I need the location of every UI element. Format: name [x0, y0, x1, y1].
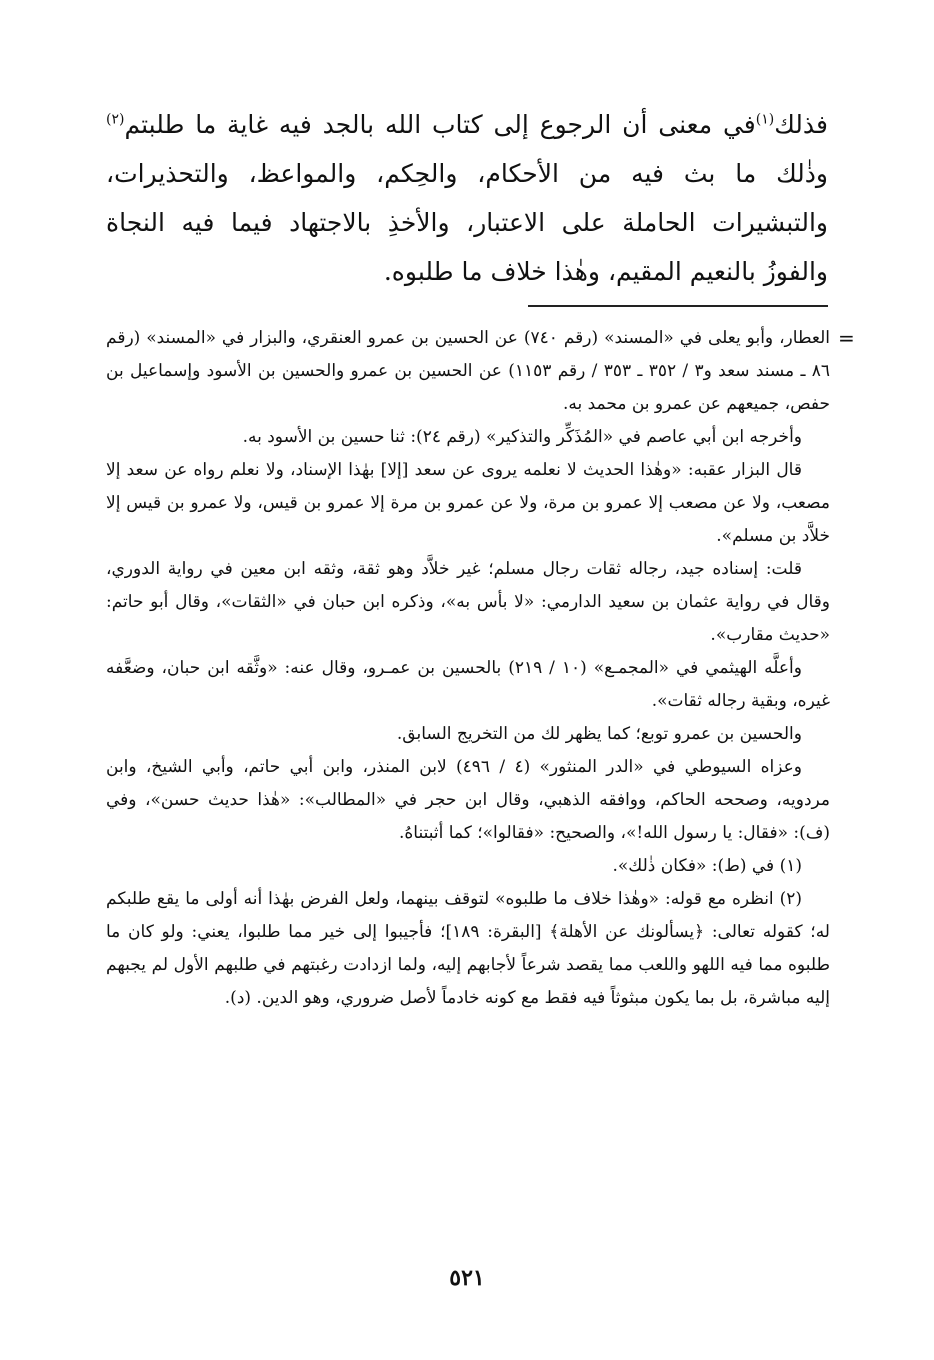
footnote-paragraph: وأخرجه ابن أبي عاصم في «المُذَكِّر والتذكير» (رقم ٢٤): ثنا حسين بن الأسود به. [242, 427, 802, 447]
page-number: ٥٢١ [449, 1265, 485, 1291]
footnote-paragraph: وعزاه السيوطي في «الدر المنثور» (٤ / ٤٩٦) لابن المنذر، وابن أبي حاتم، وأبي الشيخ، وابن مردويه، وصححه الحاكم، ووافقه الذهبي، وقال ابن حجر في «المطالب»: «هٰذا حديث حسن»، وفي (ف): «فقال: يا رسول الله!»، والصحيح: «فقالوا»؛ كما أثبتناهُ. [106, 757, 830, 843]
footnote-continuation-mark: = [838, 326, 855, 350]
main-text [106, 100, 828, 296]
footnote-ref: (٢) [106, 111, 125, 128]
main-text-part: وذٰلك ما بث فيه من الأحكام، والحِكم، والمواعظ، والتحذيرات، والتبشيرات الحاملة على الاعتبار، والأخذِ بالاجتهاد فيما فيه النجاة والفوزُ بالنعيم المقيم، وهٰذا خلاف ما طلبوه. [106, 159, 828, 286]
footnote-paragraph: قال البزار عقبه: «وهٰذا الحديث لا نعلمه يروى عن سعد [إلا] بهٰذا الإسناد، ولا نعلم رواه عن سعد إلا مصعب، ولا عن مصعب إلا عمرو بن مرة، ولا عن عمرو بن مرة إلا عمرو بن قيس، ولا عمرو بن قيس إلا خلاَّد بن مسلم». [106, 460, 830, 546]
footnote-paragraph: العطار، وأبو يعلى في «المسند» (رقم ٧٤٠) عن الحسين بن عمرو العنقري، والبزار في «المسند» (رقم ٨٦ ـ مسند سعد و٣ / ٣٥٢ ـ ٣٥٣ / رقم ١١٥٣) عن الحسين بن عمرو والحسين بن الأسود وإسماعيل بن حفص، جميعهم عن عمرو بن محمد به. [106, 328, 831, 414]
footnote-ref: (١) [755, 111, 775, 128]
footnote-paragraph: والحسين بن عمرو توبع؛ كما يظهر لك من التخريج السابق. [396, 724, 802, 744]
main-text-part: فذلك [774, 110, 828, 139]
footnote-paragraph: وأعلَّه الهيثمي في «المجمـع» (١٠ / ٢١٩) بالحسين بن عمـرو، وقال عنه: «وثَّقه ابن حبان، وضعَّفه غيره، وبقية رجاله ثقات». [106, 658, 830, 711]
main-text-part: في معنى أن الرجوع إلى كتاب الله بالجد فيه غاية ما طلبتم [124, 110, 756, 139]
footnotes [106, 322, 830, 1015]
footnote-1: (١) في (ط): «فكان ذٰلك». [612, 856, 802, 876]
footnote-divider [528, 305, 828, 307]
footnote-2: (٢) انظره مع قوله: «وهٰذا خلاف ما طلبوه» لتوقف بينهما، ولعل الفرض بهٰذا أنه أولى ما يقع طلبكم له؛ كقوله تعالى: ﴿يسألونك عن الأهلة﴾ [البقرة: ١٨٩]؛ فأجيبوا إلى خير مما طلبوا، يعني: ولو كان ما طلبوه مما فيه اللهو واللعب مما يقصد شرعاً لأجابهم إليه، ولما ازدادت رغبتهم في طلبهم الأول لم يجبهم إليه مباشرة، بل بما يكون مبثوثاً فيه فقط مع كونه خادماً لأصل ضروري، وهو الدين. (د). [106, 889, 830, 1008]
main-paragraph [106, 100, 828, 296]
footnote-paragraph: قلت: إسناده جيد، رجاله ثقات رجال مسلم؛ غير خلاَّد وهو ثقة، وثقه ابن معين في رواية الدوري، وقال في رواية عثمان بن سعيد الدارمي: «لا بأس به»، وذكره ابن حبان في «الثقات»، وقال أبو حاتم: «حديث مقارب». [106, 559, 830, 645]
